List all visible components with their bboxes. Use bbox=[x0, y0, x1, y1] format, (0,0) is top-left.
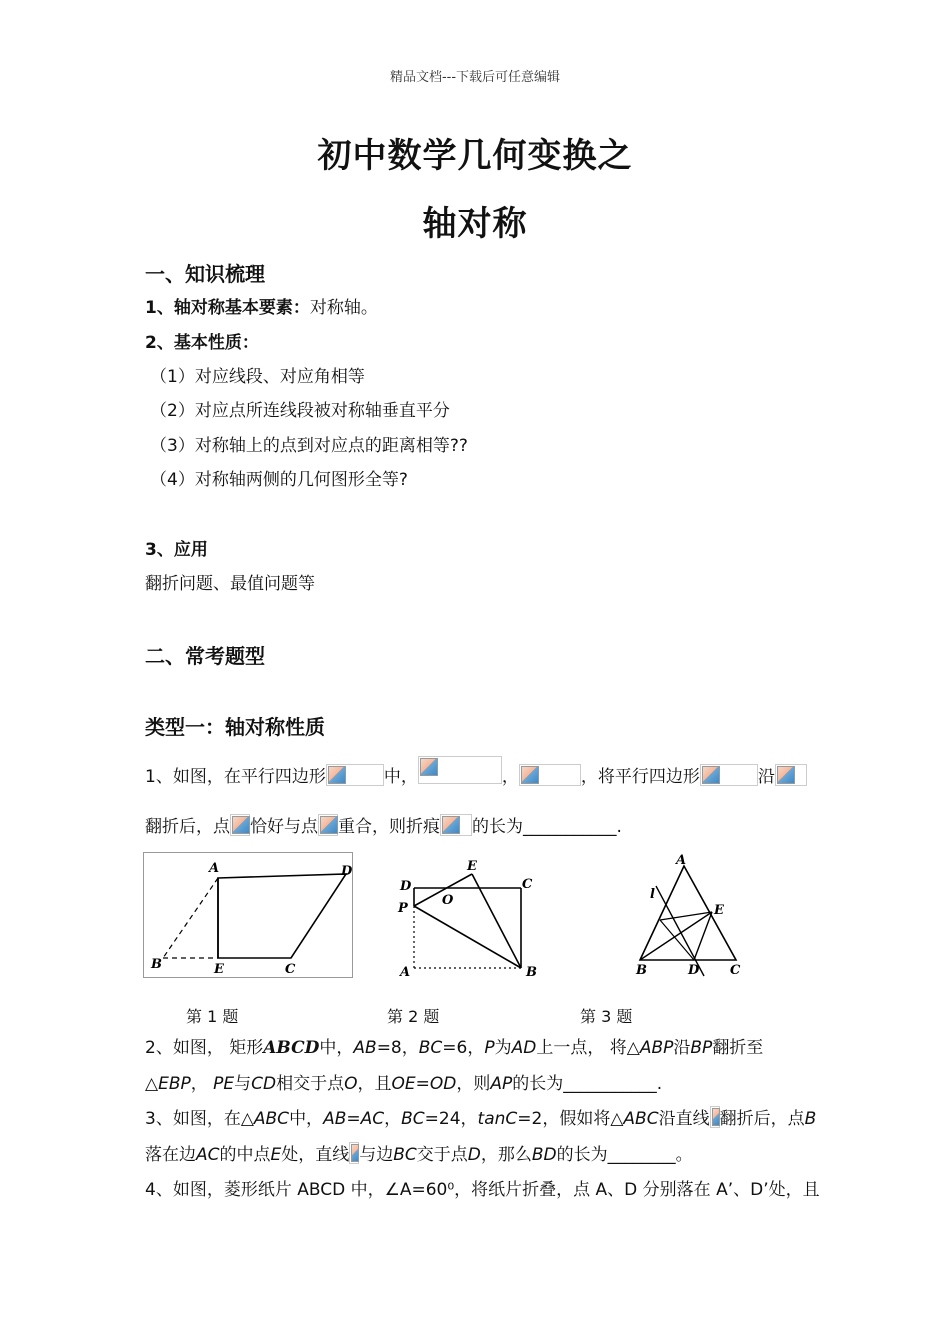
text-fragment: 交于点 bbox=[416, 1145, 468, 1165]
text-fragment: AP bbox=[490, 1074, 513, 1094]
fig2-label-o: O bbox=[442, 893, 454, 908]
item1 bbox=[145, 296, 378, 320]
text-fragment: O bbox=[344, 1074, 358, 1094]
property-1: （1）对应线段、对应角相等 bbox=[150, 367, 365, 387]
item1-label: 1、轴对称基本要素： bbox=[145, 298, 310, 318]
fig3-label-e: E bbox=[714, 903, 724, 918]
q3-line2 bbox=[145, 1142, 693, 1167]
text-fragment: EBP bbox=[158, 1074, 191, 1094]
text-fragment: 沿直线 bbox=[658, 1109, 710, 1129]
text-fragment: ， bbox=[384, 1109, 402, 1129]
q4-line1: 4、如图，菱形纸片 ABCD 中，∠A=60⁰，将纸片折叠，点 A、D 分别落在 A’、D’处，且 bbox=[145, 1180, 820, 1200]
text-fragment: B bbox=[804, 1109, 817, 1129]
text-fragment: ， bbox=[190, 1074, 208, 1094]
text-fragment: =24， bbox=[424, 1109, 478, 1129]
fig3-label-c: C bbox=[730, 963, 741, 978]
text-fragment: tanC bbox=[477, 1109, 518, 1129]
text-fragment: PE bbox=[213, 1074, 235, 1094]
text-fragment: AC bbox=[196, 1145, 220, 1165]
fig1-label-d: D bbox=[341, 864, 353, 879]
broken-image-icon bbox=[775, 764, 807, 786]
fig1-label-e: E bbox=[214, 962, 224, 977]
broken-image-icon bbox=[418, 756, 502, 784]
property-3: （3）对称轴上的点到对应点的距离相等?? bbox=[150, 436, 468, 456]
broken-image-icon bbox=[318, 814, 338, 836]
q1-text: 恰好与点 bbox=[250, 817, 318, 837]
fig3-label-d: D bbox=[688, 963, 700, 978]
broken-image-icon bbox=[519, 764, 581, 786]
text-fragment: ABCD bbox=[263, 1038, 320, 1058]
page-header: 精品文档---下载后可任意编辑 bbox=[389, 70, 561, 85]
text-fragment: 与边 bbox=[359, 1145, 394, 1165]
q1-text: 沿 bbox=[757, 767, 775, 787]
fig3-label-a: A bbox=[676, 853, 687, 868]
text-fragment: BC bbox=[401, 1109, 425, 1129]
figure-2 bbox=[394, 852, 544, 982]
text-fragment: ，且 bbox=[357, 1074, 392, 1094]
text-fragment: 中， bbox=[319, 1038, 354, 1058]
text-fragment: = bbox=[346, 1109, 361, 1129]
text-fragment: 2、如图， 矩形 bbox=[145, 1038, 264, 1058]
fig2-label-p: P bbox=[398, 901, 408, 916]
text-fragment: 的长为________。 bbox=[556, 1145, 693, 1165]
q1-line1 bbox=[145, 756, 807, 789]
text-fragment: 为 bbox=[494, 1038, 512, 1058]
text-fragment: 上一点， 将△ bbox=[536, 1038, 640, 1058]
page-title-line2: 轴对称 bbox=[422, 204, 528, 244]
q2-line1 bbox=[145, 1036, 763, 1060]
text-fragment: 与 bbox=[234, 1074, 252, 1094]
text-fragment: 处，直线 bbox=[281, 1145, 350, 1165]
broken-image-icon bbox=[700, 764, 758, 786]
text-fragment: ，则 bbox=[456, 1074, 491, 1094]
text-fragment: = bbox=[415, 1074, 430, 1094]
item3-label: 3、应用 bbox=[145, 540, 208, 560]
text-fragment: 的中点 bbox=[219, 1145, 271, 1165]
figure-1-caption: 第 1 题 bbox=[186, 1007, 239, 1026]
page-title-line1: 初中数学几何变换之 bbox=[317, 136, 633, 176]
text-fragment: BC bbox=[393, 1145, 417, 1165]
figure-1 bbox=[143, 852, 355, 982]
text-fragment: AD bbox=[511, 1038, 537, 1058]
item1-text: 对称轴。 bbox=[309, 298, 378, 318]
fig2-label-c: C bbox=[522, 877, 533, 892]
text-fragment: 3、如图，在△ bbox=[145, 1109, 254, 1129]
text-fragment: 落在边 bbox=[145, 1145, 196, 1165]
q1-text: 1、如图，在平行四边形 bbox=[145, 767, 326, 787]
text-fragment: 翻折后，点 bbox=[719, 1109, 805, 1129]
text-fragment: E bbox=[270, 1145, 282, 1165]
q1-text: 翻折后，点 bbox=[145, 817, 230, 837]
figure-3-caption: 第 3 题 bbox=[580, 1007, 633, 1026]
text-fragment: AB bbox=[323, 1109, 347, 1129]
broken-image-icon bbox=[349, 1142, 359, 1164]
figure-2-caption: 第 2 题 bbox=[387, 1007, 440, 1026]
text-fragment: BD bbox=[531, 1145, 557, 1165]
text-fragment: 的长为___________. bbox=[512, 1074, 663, 1094]
text-fragment: ABC bbox=[623, 1109, 659, 1129]
figure-3 bbox=[626, 848, 756, 982]
fig2-label-e: E bbox=[467, 859, 477, 874]
property-4: （4）对称轴两侧的几何图形全等? bbox=[150, 470, 408, 490]
text-fragment: 中， bbox=[289, 1109, 324, 1129]
text-fragment: D bbox=[467, 1145, 481, 1165]
fig1-label-a: A bbox=[209, 861, 220, 876]
q2-line2 bbox=[145, 1072, 662, 1096]
fig2-label-b: B bbox=[526, 965, 537, 980]
text-fragment: =6， bbox=[442, 1038, 485, 1058]
text-fragment: AB bbox=[353, 1038, 377, 1058]
text-fragment: CD bbox=[251, 1074, 277, 1094]
fig3-label-b: B bbox=[636, 963, 647, 978]
q1-text: ，将平行四边形 bbox=[580, 767, 700, 787]
broken-image-icon bbox=[710, 1106, 720, 1128]
text-fragment: AC bbox=[360, 1109, 385, 1129]
broken-image-icon bbox=[440, 814, 472, 836]
broken-image-icon bbox=[230, 814, 250, 836]
text-fragment: ，那么 bbox=[480, 1145, 532, 1165]
fig3-label-l: l bbox=[650, 887, 655, 902]
q1-text: 的长为___________. bbox=[472, 817, 622, 837]
q1-text: 中， bbox=[383, 767, 418, 787]
item2-label: 2、基本性质： bbox=[145, 333, 259, 353]
text-fragment: 翻折至 bbox=[712, 1038, 764, 1058]
text-fragment: BC bbox=[418, 1038, 443, 1058]
q3-line1 bbox=[145, 1106, 816, 1131]
property-2: （2）对应点所连线段被对称轴垂直平分 bbox=[150, 401, 450, 421]
text-fragment: =2，假如将△ bbox=[517, 1109, 624, 1129]
q1-text: 重合，则折痕 bbox=[338, 817, 440, 837]
item3-text: 翻折问题、最值问题等 bbox=[145, 574, 315, 594]
text-fragment: △ bbox=[145, 1074, 159, 1094]
fig2-label-d: D bbox=[400, 879, 412, 894]
text-fragment: BP bbox=[690, 1038, 713, 1058]
broken-image-icon bbox=[326, 764, 384, 786]
fig2-label-a: A bbox=[400, 965, 411, 980]
text-fragment: OE bbox=[391, 1074, 416, 1094]
text-fragment: OD bbox=[429, 1074, 457, 1094]
text-fragment: =8， bbox=[376, 1038, 419, 1058]
text-fragment: 相交于点 bbox=[276, 1074, 345, 1094]
text-fragment: 沿 bbox=[673, 1038, 691, 1058]
q1-line2 bbox=[145, 814, 622, 839]
section2-heading: 二、常考题型 bbox=[145, 644, 265, 668]
fig1-label-c: C bbox=[285, 962, 296, 977]
section1-heading: 一、知识梳理 bbox=[145, 262, 265, 286]
q1-text: ， bbox=[501, 767, 519, 787]
fig1-label-b: B bbox=[151, 957, 162, 972]
text-fragment: P bbox=[484, 1038, 495, 1058]
text-fragment: ABP bbox=[639, 1038, 674, 1058]
text-fragment: ABC bbox=[253, 1109, 290, 1129]
type1-heading: 类型一：轴对称性质 bbox=[145, 715, 325, 739]
